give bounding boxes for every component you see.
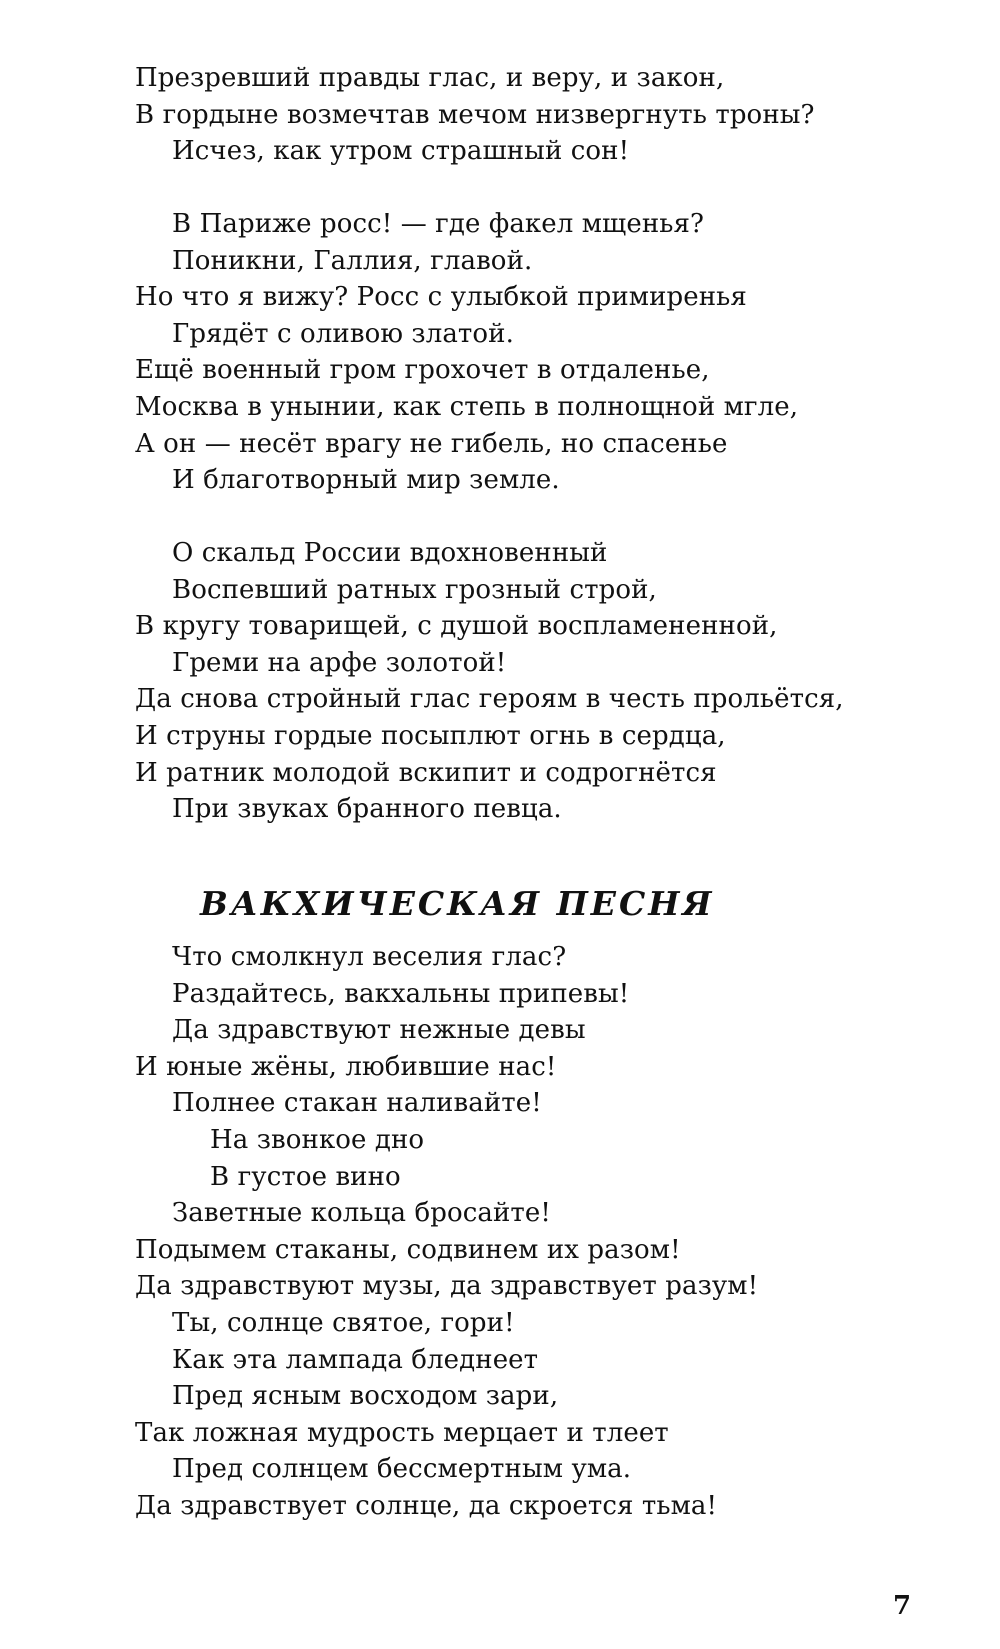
verse-line: И благотворный мир земле. (172, 465, 560, 496)
page-number: 7 (893, 1591, 912, 1621)
stanza (135, 60, 815, 170)
verse-line: Презревший правды глас, и веру, и закон, (135, 63, 725, 93)
stanza (135, 939, 758, 1525)
verse-line: Пред ясным восходом зари, (172, 1381, 559, 1412)
verse-line: Что смолкнул веселия глас? (172, 942, 567, 972)
stanza (135, 535, 844, 828)
verse-line: И юные жёны, любившие нас! (135, 1051, 557, 1082)
verse-line: В Париже росс! — где факел мщенья? (172, 209, 705, 239)
verse-line: Пред солнцем бессмертным ума. (172, 1454, 632, 1485)
verse-line: В гордыне возмечтав мечом низвергнуть троны? (135, 99, 815, 130)
verse-line: Москва в унынии, как степь в полнощной мгле, (135, 391, 799, 422)
verse-line: Полнее стакан наливайте! (172, 1088, 542, 1119)
verse-line: В густое вино (210, 1161, 401, 1192)
verse-line: Да здравствует солнце, да скроется тьма! (135, 1490, 718, 1521)
verse-line: Подымем стаканы, содвинем их разом! (135, 1234, 681, 1265)
verse-line: И струны гордые посыплют огнь в сердца, (135, 720, 726, 751)
verse-line: В кругу товарищей, с душой воспламененной, (135, 611, 778, 642)
verse-line: Ещё военный гром грохочет в отдаленье, (135, 355, 710, 386)
stanza (135, 206, 798, 499)
verse-line: Раздайтесь, вакхальны припевы! (172, 978, 630, 1009)
verse-line: А он — несёт врагу не гибель, но спасенье (135, 428, 728, 459)
verse-line: Да снова стройный глас героям в честь прольётся, (135, 684, 844, 715)
verse-line: Исчез, как утром страшный сон! (172, 136, 630, 167)
verse-line: При звуках бранного певца. (172, 794, 562, 825)
verse-line: И ратник молодой вскипит и содрогнётся (135, 757, 717, 788)
verse-line: Так ложная мудрость мерцает и тлеет (135, 1417, 669, 1448)
verse-line: Но что я вижу? Росс с улыбкой примиренья (135, 282, 747, 313)
verse-line: Ты, солнце святое, гори! (172, 1307, 515, 1338)
verse-line: Заветные кольца бросайте! (172, 1198, 551, 1229)
verse-line: О скальд России вдохновенный (172, 538, 608, 568)
verse-line: На звонкое дно (210, 1124, 425, 1155)
poem-title: ВАКХИЧЕСКАЯ ПЕСНЯ (200, 884, 715, 923)
verse-line: Грядёт с оливою златой. (172, 318, 514, 349)
verse-line: Воспевший ратных грозный строй, (172, 574, 657, 605)
verse-line: Как эта лампада бледнеет (172, 1344, 539, 1375)
verse-line: Греми на арфе золотой! (172, 647, 507, 678)
verse-line: Да здравствуют музы, да здравствует разум! (135, 1271, 759, 1302)
verse-line: Да здравствуют нежные девы (172, 1015, 586, 1046)
verse-line: Поникни, Галлия, главой. (172, 245, 533, 276)
